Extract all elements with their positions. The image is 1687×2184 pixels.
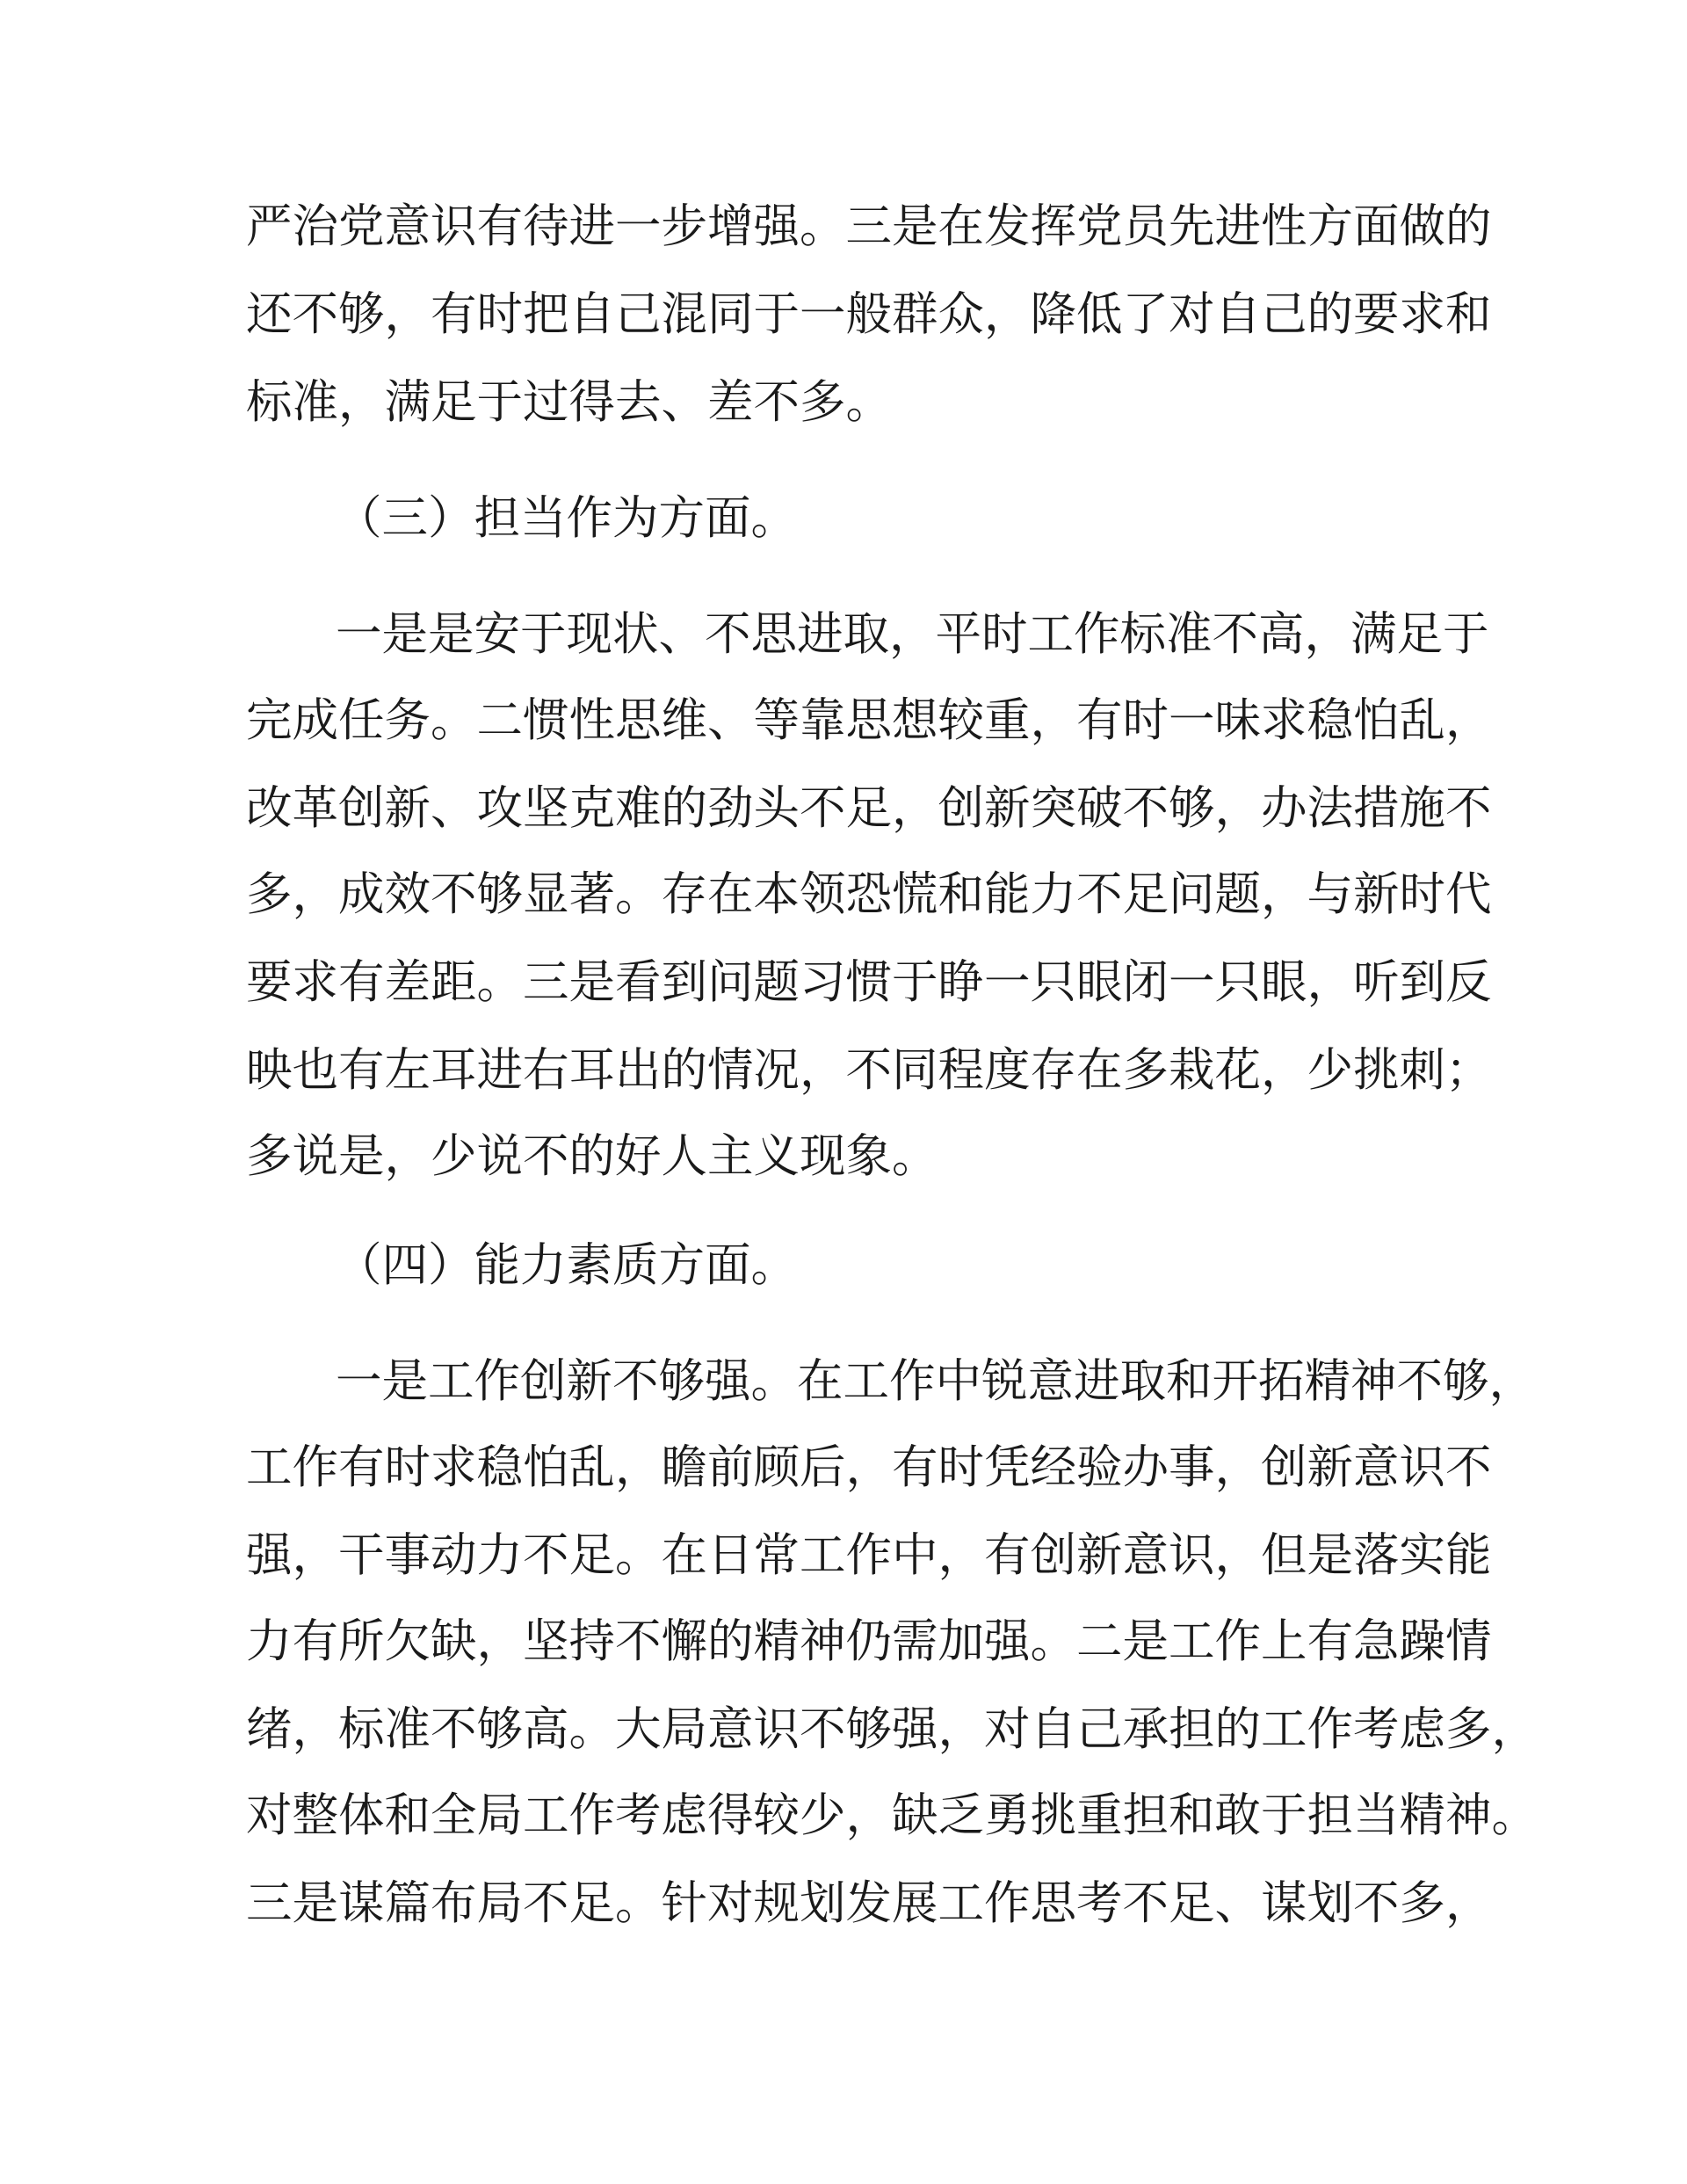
paragraph-line: 多，成效不够显著。存在本领恐慌和能力不足问题，与新时代 xyxy=(246,867,1492,921)
paragraph-line: 要求有差距。三是看到问题习惯于睁一只眼闭一只眼，听到反 xyxy=(246,955,1492,1009)
paragraph-line: 标准，满足于过得去、差不多。 xyxy=(246,375,893,429)
paragraph-line: 力有所欠缺，坚持不懈的精神仍需加强。二是工作上有急躁情 xyxy=(246,1614,1492,1668)
paragraph-line: 一是工作创新不够强。在工作中锐意进取和开拓精神不够， xyxy=(336,1354,1536,1408)
section-heading-3: （三）担当作为方面。 xyxy=(336,491,798,545)
paragraph-line: 对整体和全局工作考虑得较少，缺乏勇挑重担和敢于担当精神。 xyxy=(246,1789,1539,1842)
paragraph-line: 一是是安于现状、不思进取，平时工作标准不高，满足于 xyxy=(336,607,1489,661)
paragraph-line: 工作有时求稳怕乱，瞻前顾后，有时凭经验办事，创新意识不 xyxy=(246,1440,1492,1494)
paragraph-line: 绪，标准不够高。大局意识不够强，对自己承担的工作考虑多， xyxy=(246,1702,1539,1756)
paragraph-line: 完成任务。二惯性思维、等靠思想较重，有时一味求稳怕乱， xyxy=(246,693,1492,747)
paragraph-line: 强，干事动力不足。在日常工作中，有创新意识，但是落实能 xyxy=(246,1528,1492,1582)
paragraph-line: 映也有左耳进右耳出的情况，不同程度存在多栽花，少挑刺； xyxy=(246,1043,1492,1097)
paragraph-line: 严治党意识有待进一步增强。三是在发挥党员先进性方面做的 xyxy=(246,200,1492,253)
paragraph-line: 改革创新、攻坚克难的劲头不足，创新突破不够，办法措施不 xyxy=(246,781,1492,835)
paragraph-line: 多说是，少说不的好人主义现象。 xyxy=(246,1129,938,1183)
paragraph-line: 三是谋篇布局不足。针对规划发展工作思考不足、谋划不多， xyxy=(246,1876,1492,1930)
paragraph-line: 还不够，有时把自己混同于一般群众，降低了对自己的要求和 xyxy=(246,287,1492,341)
section-heading-4: （四）能力素质方面。 xyxy=(336,1238,798,1292)
